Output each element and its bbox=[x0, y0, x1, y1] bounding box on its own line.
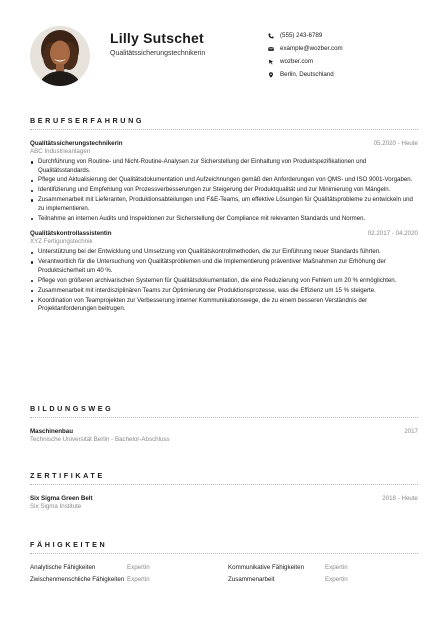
email-text: example@wozber.com bbox=[280, 45, 343, 52]
list-item: Unterstützung bei der Entwicklung und Umsetzung von Qualitätskontrollmethoden, die zur Einführung neuer Standards führten. bbox=[30, 248, 418, 257]
candidate-title: Qualitätssicherungstechnikerin bbox=[110, 50, 206, 57]
list-item: Koordination von Teamprojekten zur Verbesserung interner Kommunikationswege, die zu einem besseren Verständnis der Projektanforderungen beitrugen. bbox=[30, 297, 418, 314]
section-divider bbox=[30, 553, 418, 554]
skill-name: Zusammenarbeit bbox=[228, 576, 275, 584]
education-title: Maschinenbau bbox=[30, 428, 73, 435]
skill-name: Analytische Fähigkeiten bbox=[30, 564, 96, 571]
list-item: Zusammenarbeit mit Lieferanten, Produktionsabteilungen und F&E-Teams, um effektive Lösungen für Qualitätsprobleme zu entwickeln und zu implementieren. bbox=[30, 196, 418, 213]
section-title-education: BILDUNGSWEG bbox=[30, 404, 114, 413]
job-title: Qualitätskontrollassistentin bbox=[30, 230, 112, 238]
skill-name: Zwischenmenschliche Fähigkeiten bbox=[30, 576, 125, 584]
certificate-entry bbox=[30, 495, 418, 510]
skills-section bbox=[30, 540, 418, 585]
contact-list bbox=[268, 29, 420, 81]
job-date: 05.2020 - Heute bbox=[373, 140, 418, 147]
certificate-date: 2018 - Heute bbox=[382, 495, 418, 502]
list-item: Verantwortlich für die Untersuchung von Qualitätsproblemen und die Implementierung präventiver Maßnahmen zur Erhöhung der Produktsicherheit um 40 %. bbox=[30, 258, 418, 275]
contact-email bbox=[268, 42, 420, 55]
education-date: 2017 bbox=[404, 428, 418, 435]
avatar bbox=[30, 26, 90, 86]
phone-icon bbox=[268, 33, 280, 39]
job-date: 02.2017 - 04.2020 bbox=[367, 230, 418, 238]
experience-section bbox=[30, 116, 418, 315]
list-item: Zusammenarbeit mit interdisziplinären Teams zur Optimierung der Produktionsprozesse, was die Effizienz um 15 % steigerte. bbox=[30, 287, 418, 296]
envelope-icon bbox=[268, 46, 280, 52]
skill-level: Expertin bbox=[325, 564, 348, 571]
certificate-title: Six Sigma Green Belt bbox=[30, 495, 93, 502]
profile-photo bbox=[30, 26, 90, 86]
contact-phone bbox=[268, 29, 420, 42]
skills-grid bbox=[30, 564, 418, 585]
education-section bbox=[30, 404, 418, 443]
education-entry bbox=[30, 428, 418, 443]
list-item: Pflege von größeren archivarischen Systemen für Qualitätsdokumentation, die eine Reduzierung von Fehlern um 20 % ermöglichten. bbox=[30, 277, 418, 286]
cursor-icon bbox=[268, 59, 280, 65]
resume-header bbox=[30, 26, 420, 94]
location-text: Berlin, Deutschland bbox=[280, 71, 334, 78]
skill-name: Kommunikative Fähigkeiten bbox=[228, 564, 305, 571]
skill-level: Expertin bbox=[325, 576, 348, 584]
job-entry bbox=[30, 230, 418, 313]
section-title-experience: BERUFSERFAHRUNG bbox=[30, 116, 145, 125]
phone-text: (555) 243-6789 bbox=[280, 32, 323, 39]
job-company: XYZ Fertigungstechnik bbox=[30, 238, 93, 246]
section-title-certificates: ZERTIFIKATE bbox=[30, 471, 105, 480]
skill-level: Expertin bbox=[127, 576, 150, 584]
skill-level: Expertin bbox=[127, 564, 150, 571]
contact-location bbox=[268, 68, 420, 81]
certificate-issuer: Six Sigma Institute bbox=[30, 503, 82, 510]
section-title-skills: FÄHIGKEITEN bbox=[30, 540, 108, 549]
job-bullets bbox=[30, 248, 418, 313]
website-text: wozber.com bbox=[280, 58, 314, 65]
contact-website bbox=[268, 55, 420, 68]
education-institution: Technische Universität Berlin - Bachelor-Abschluss bbox=[30, 436, 170, 443]
list-item: Pflege und Aktualisierung der Qualitätsdokumentation und Aufzeichnungen gemäß den Anforderungen von QMS- und ISO 9001-Vorgaben. bbox=[30, 176, 418, 185]
section-divider bbox=[30, 129, 418, 130]
job-company: ABC Industrieanlagen bbox=[30, 148, 91, 155]
list-item: Durchführung von Routine- und Nicht-Routine-Analysen zur Sicherstellung der Einhaltung von Produktspezifikationen und Qualitätsstandards. bbox=[30, 158, 418, 175]
certificates-section bbox=[30, 471, 418, 510]
location-pin-icon bbox=[268, 72, 280, 78]
job-entry bbox=[30, 140, 418, 223]
job-bullets bbox=[30, 158, 418, 223]
section-divider bbox=[30, 484, 418, 485]
list-item: Identifizierung und Empfehlung von Prozessverbesserungen zur Steigerung der Produktqualität und zur Minimierung von Mängeln. bbox=[30, 186, 418, 195]
job-title: Qualitätssicherungstechnikerin bbox=[30, 140, 123, 147]
section-divider bbox=[30, 417, 418, 418]
candidate-name: Lilly Sutschet bbox=[110, 30, 204, 46]
list-item: Teilnahme an internen Audits und Inspektionen zur Sicherstellung der Compliance mit relevanten Standards und Normen. bbox=[30, 215, 418, 224]
